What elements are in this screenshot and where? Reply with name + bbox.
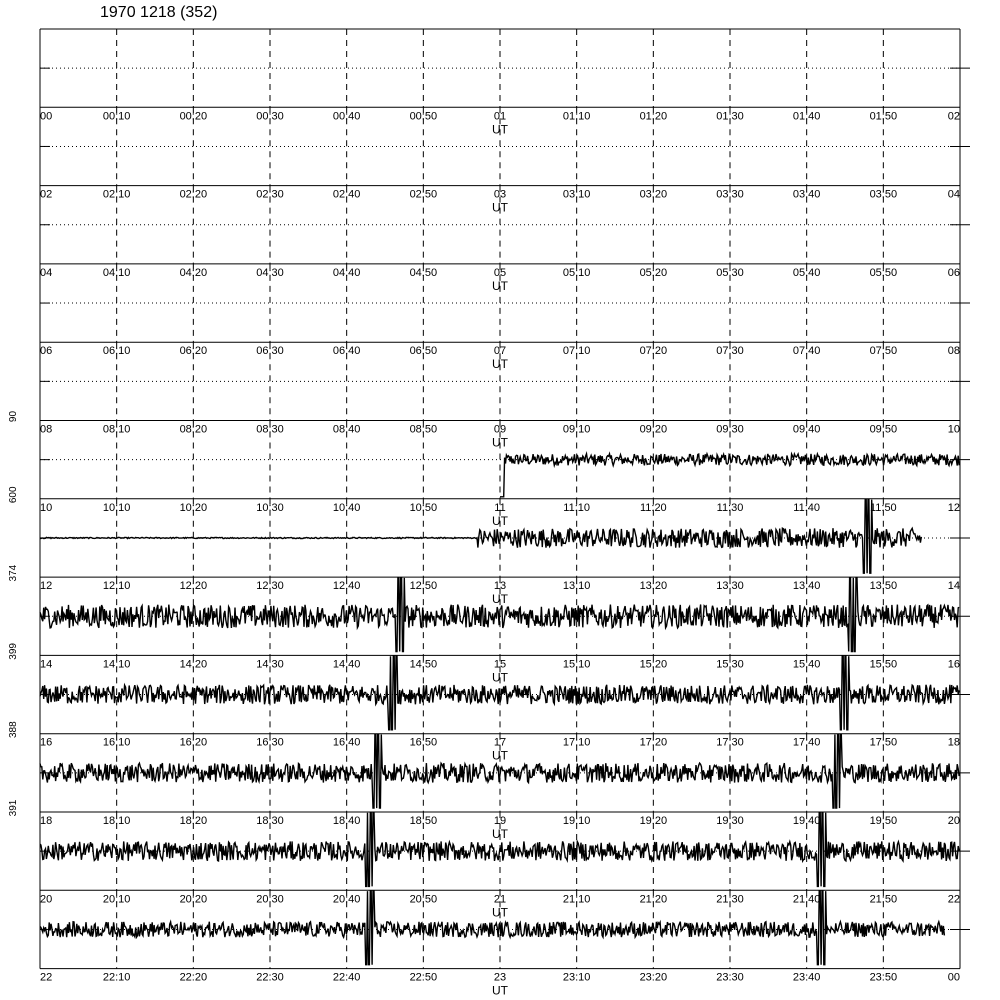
tick-label: 02 xyxy=(40,188,53,201)
row-ylabel: 391 xyxy=(8,799,19,817)
tick-label: 00 xyxy=(40,110,53,123)
tick-label: 17:10 xyxy=(562,736,591,749)
tick-label: 02 xyxy=(947,110,960,123)
tick-label: 06:50 xyxy=(409,345,438,358)
tick-label: 23:50 xyxy=(869,971,898,984)
tick-label: 19:20 xyxy=(639,815,668,827)
tick-label: 18:10 xyxy=(102,815,131,827)
tick-label: 19:50 xyxy=(869,815,898,827)
tick-label: 06 xyxy=(40,345,53,358)
tick-label: 23:20 xyxy=(639,971,668,984)
tick-label: 17:20 xyxy=(639,736,668,749)
tick-label: 13:30 xyxy=(716,580,744,593)
tick-label: 20:50 xyxy=(409,893,438,906)
x-axis-label: UT xyxy=(492,513,508,528)
tick-label: 14:20 xyxy=(179,658,208,671)
tick-label: 03:20 xyxy=(639,188,668,201)
tick-label: 19:40 xyxy=(792,815,821,827)
tick-label: 21:50 xyxy=(869,893,898,906)
tick-label: 19:30 xyxy=(716,815,744,827)
tick-label: 18:50 xyxy=(409,815,438,827)
x-axis-label: UT xyxy=(492,357,508,372)
x-axis-label: UT xyxy=(492,748,508,763)
tick-label: 00 xyxy=(947,971,960,984)
tick-label: 14:50 xyxy=(409,658,438,671)
tick-label: 00:40 xyxy=(332,110,361,123)
tick-label: 18:40 xyxy=(332,815,361,827)
tick-label: 10:20 xyxy=(179,501,208,514)
tick-label: 23 xyxy=(493,971,507,984)
tick-label: 07 xyxy=(493,345,507,358)
row-ylabel: 388 xyxy=(8,721,19,739)
x-axis-label: UT xyxy=(492,435,508,450)
tick-label: 00:30 xyxy=(256,110,284,123)
tick-label: 22 xyxy=(947,893,960,906)
tick-label: 11:30 xyxy=(716,501,744,514)
tick-label: 08 xyxy=(40,423,53,436)
tick-label: 01:40 xyxy=(792,110,821,123)
tick-label: 15 xyxy=(493,658,507,671)
tick-label: 12 xyxy=(947,501,960,514)
tick-label: 08:10 xyxy=(102,423,131,436)
tick-label: 22:10 xyxy=(102,971,131,984)
tick-label: 19:10 xyxy=(562,815,591,827)
tick-label: 13 xyxy=(493,580,507,593)
tick-label: 07:40 xyxy=(792,345,821,358)
tick-label: 20:30 xyxy=(256,893,284,906)
tick-label: 02:30 xyxy=(256,188,284,201)
tick-label: 11 xyxy=(494,501,506,514)
tick-label: 07:50 xyxy=(869,345,898,358)
tick-label: 15:50 xyxy=(869,658,898,671)
tick-label: 05:40 xyxy=(792,266,821,279)
tick-label: 22 xyxy=(40,971,53,984)
tick-label: 21:30 xyxy=(716,893,744,906)
tick-label: 14:10 xyxy=(102,658,131,671)
tick-label: 18:30 xyxy=(256,815,284,827)
tick-label: 10 xyxy=(947,423,960,436)
tick-label: 01:10 xyxy=(562,110,591,123)
tick-label: 17:50 xyxy=(869,736,898,749)
tick-label: 05:20 xyxy=(639,266,668,279)
tick-label: 14 xyxy=(40,658,53,671)
tick-label: 04:20 xyxy=(179,266,208,279)
tick-label: 03:50 xyxy=(869,188,898,201)
tick-label: 06:20 xyxy=(179,345,208,358)
tick-label: 09:30 xyxy=(716,423,744,436)
tick-label: 20:40 xyxy=(332,893,361,906)
tick-label: 17:30 xyxy=(716,736,744,749)
x-axis-label: UT xyxy=(492,278,508,293)
tick-label: 07:30 xyxy=(716,345,744,358)
tick-label: 10 xyxy=(40,501,53,514)
tick-label: 08 xyxy=(947,345,960,358)
tick-label: 09:20 xyxy=(639,423,668,436)
tick-label: 21 xyxy=(493,893,507,906)
tick-label: 00:10 xyxy=(102,110,131,123)
tick-label: 14:40 xyxy=(332,658,361,671)
tick-label: 02:50 xyxy=(409,188,438,201)
tick-label: 19 xyxy=(493,815,507,827)
tick-label: 22:40 xyxy=(332,971,361,984)
tick-label: 14:30 xyxy=(256,658,284,671)
tick-label: 06:30 xyxy=(256,345,284,358)
tick-label: 06 xyxy=(947,266,960,279)
tick-label: 03 xyxy=(493,188,507,201)
tick-label: 23:40 xyxy=(792,971,821,984)
row-ylabel: 90 xyxy=(8,410,19,423)
tick-label: 18 xyxy=(947,736,960,749)
x-axis-label: UT xyxy=(492,983,508,998)
tick-label: 13:50 xyxy=(869,580,898,593)
tick-label: 16:50 xyxy=(409,736,438,749)
tick-label: 14 xyxy=(947,580,960,593)
tick-label: 01:50 xyxy=(869,110,898,123)
x-axis-label: UT xyxy=(492,905,508,920)
tick-label: 04:50 xyxy=(409,266,438,279)
tick-label: 18 xyxy=(40,815,53,827)
tick-label: 16:40 xyxy=(332,736,361,749)
tick-label: 12:10 xyxy=(102,580,131,593)
tick-label: 15:20 xyxy=(639,658,668,671)
tick-label: 04:10 xyxy=(102,266,131,279)
tick-label: 02:10 xyxy=(102,188,131,201)
row-ylabel: 374 xyxy=(8,564,19,582)
tick-label: 16 xyxy=(40,736,53,749)
tick-label: 16:30 xyxy=(256,736,284,749)
tick-label: 13:40 xyxy=(792,580,821,593)
tick-label: 16 xyxy=(947,658,960,671)
tick-label: 12:40 xyxy=(332,580,361,593)
tick-label: 03:40 xyxy=(792,188,821,201)
tick-label: 02:20 xyxy=(179,188,208,201)
tick-label: 15:30 xyxy=(716,658,744,671)
tick-label: 16:20 xyxy=(179,736,208,749)
tick-label: 12 xyxy=(40,580,53,593)
tick-label: 08:20 xyxy=(179,423,208,436)
tick-label: 01:30 xyxy=(716,110,744,123)
tick-label: 04 xyxy=(947,188,960,201)
tick-label: 08:30 xyxy=(256,423,284,436)
tick-label: 04 xyxy=(40,266,53,279)
tick-label: 20 xyxy=(947,815,960,827)
x-axis-label: UT xyxy=(492,592,508,607)
tick-label: 10:10 xyxy=(102,501,131,514)
tick-label: 03:10 xyxy=(562,188,591,201)
x-axis-label: UT xyxy=(492,670,508,685)
tick-label: 20 xyxy=(40,893,53,906)
tick-label: 11:20 xyxy=(639,501,667,514)
tick-label: 13:10 xyxy=(562,580,591,593)
tick-label: 13:20 xyxy=(639,580,668,593)
tick-label: 21:40 xyxy=(792,893,821,906)
tick-label: 00:20 xyxy=(179,110,208,123)
tick-label: 03:30 xyxy=(716,188,744,201)
tick-label: 16:10 xyxy=(102,736,131,749)
tick-label: 05:10 xyxy=(562,266,591,279)
tick-label: 05:50 xyxy=(869,266,898,279)
tick-label: 10:50 xyxy=(409,501,438,514)
waveform-trace xyxy=(40,500,921,574)
tick-label: 23:30 xyxy=(716,971,744,984)
tick-label: 12:50 xyxy=(409,580,438,593)
tick-label: 06:40 xyxy=(332,345,361,358)
tick-label: 21:10 xyxy=(562,893,591,906)
tick-label: 10:40 xyxy=(332,501,361,514)
tick-label: 17:40 xyxy=(792,736,821,749)
tick-label: 09:40 xyxy=(792,423,821,436)
tick-label: 09:50 xyxy=(869,423,898,436)
tick-label: 22:20 xyxy=(179,971,208,984)
tick-label: 01:20 xyxy=(639,110,668,123)
tick-label: 07:20 xyxy=(639,345,668,358)
chart-title: 1970 1218 (352) xyxy=(100,4,218,21)
tick-label: 22:50 xyxy=(409,971,438,984)
tick-label: 04:30 xyxy=(256,266,284,279)
tick-label: 07:10 xyxy=(562,345,591,358)
tick-label: 01 xyxy=(493,110,507,123)
row-ylabel: 399 xyxy=(8,643,19,660)
tick-label: 17 xyxy=(493,736,507,749)
x-axis-label: UT xyxy=(492,827,508,841)
tick-label: 06:10 xyxy=(102,345,131,358)
tick-label: 15:40 xyxy=(792,658,821,671)
x-axis-label: UT xyxy=(492,122,508,137)
tick-label: 21:20 xyxy=(639,893,668,906)
tick-label: 08:50 xyxy=(409,423,438,436)
tick-label: 04:40 xyxy=(332,266,361,279)
tick-label: 00:50 xyxy=(409,110,438,123)
tick-label: 05:30 xyxy=(716,266,744,279)
tick-label: 18:20 xyxy=(179,815,208,827)
tick-label: 20:10 xyxy=(102,893,131,906)
tick-label: 09 xyxy=(493,423,507,436)
tick-label: 23:10 xyxy=(562,971,591,984)
tick-label: 12:20 xyxy=(179,580,208,593)
tick-label: 10:30 xyxy=(256,501,284,514)
tick-label: 22:30 xyxy=(256,971,284,984)
tick-label: 11:10 xyxy=(563,501,591,514)
tick-label: 08:40 xyxy=(332,423,361,436)
x-axis-label: UT xyxy=(492,200,508,215)
tick-label: 11:40 xyxy=(793,501,821,514)
tick-label: 11:50 xyxy=(869,501,897,514)
row-ylabel: 600 xyxy=(8,486,19,504)
tick-label: 09:10 xyxy=(562,423,591,436)
tick-label: 05 xyxy=(493,266,507,279)
tick-label: 12:30 xyxy=(256,580,284,593)
tick-label: 20:20 xyxy=(179,893,208,906)
tick-label: 15:10 xyxy=(562,658,591,671)
tick-label: 02:40 xyxy=(332,188,361,201)
